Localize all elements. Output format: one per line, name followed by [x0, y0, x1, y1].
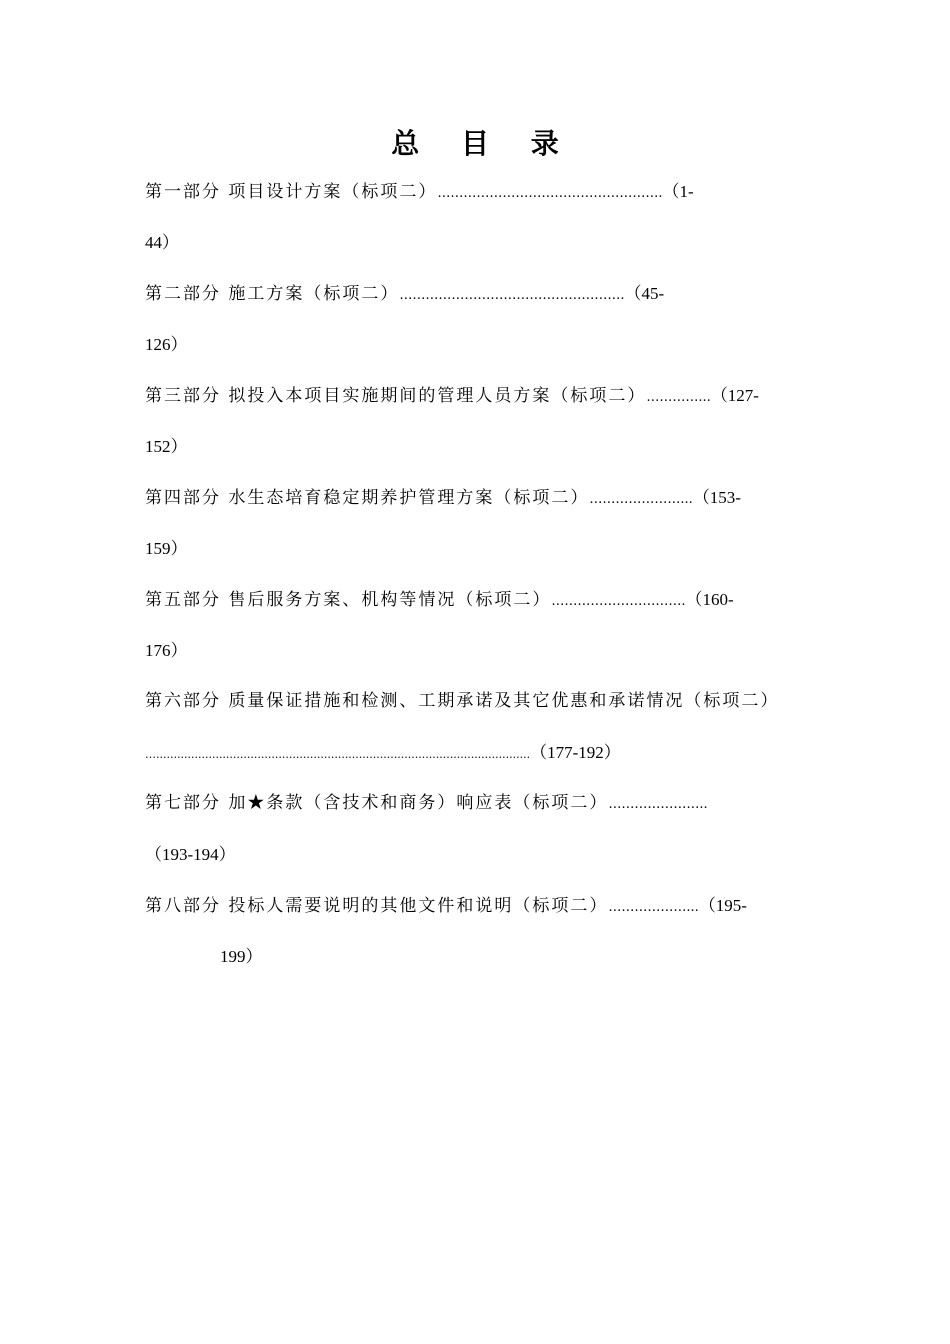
toc-page-start: （1-: [662, 182, 694, 201]
toc-entry-3: [145, 370, 825, 421]
toc-entry-label: 第五部分 售后服务方案、机构等情况（标项二）: [145, 590, 552, 610]
table-of-contents: [145, 166, 825, 982]
toc-entry-label: 第七部分 加★条款（含技术和商务）响应表（标项二）: [145, 793, 609, 813]
toc-page-start: （153-: [692, 488, 741, 507]
toc-leader-dots: ………………...: [608, 900, 699, 915]
toc-entry-5: [145, 574, 825, 625]
toc-entry-4: [145, 472, 825, 523]
toc-entry-3-page-end: 152）: [145, 437, 188, 456]
toc-entry-8: [145, 880, 825, 931]
toc-leader-dots: …………………………………………….: [437, 186, 663, 201]
toc-leader-dots: …………………………………………….: [399, 288, 625, 303]
toc-entry-label: 第四部分 水生态培育稳定期养护管理方案（标项二）: [145, 488, 590, 508]
toc-entry-label: 第六部分 质量保证措施和检测、工期承诺及其它优惠和承诺情况（标项二）: [145, 691, 780, 711]
page-title: 总 目 录: [391, 127, 575, 160]
toc-entry-1: [145, 166, 825, 217]
toc-entry-label: 第三部分 拟投入本项目实施期间的管理人员方案（标项二）: [145, 386, 647, 406]
toc-entry-1-page-end: 44）: [145, 233, 179, 252]
toc-entry-7-page-end: （193-194）: [145, 845, 236, 864]
toc-entry-2: [145, 268, 825, 319]
toc-entry-7: [145, 778, 825, 829]
toc-page-start: （195-: [698, 896, 747, 915]
toc-leader-dots: …………………..: [608, 797, 708, 812]
toc-page-start: （177-192）: [530, 743, 621, 762]
toc-entry-8-page-end: 199）: [220, 947, 263, 966]
toc-page-start: （45-: [624, 284, 665, 303]
toc-leader-dots: ………………………….: [551, 594, 686, 609]
toc-entry-2-page-end: 126）: [145, 335, 188, 354]
toc-page-start: （127-: [710, 386, 759, 405]
toc-entry-label: 第八部分 投标人需要说明的其他文件和说明（标项二）: [145, 896, 609, 916]
toc-entry-label: 第一部分 项目设计方案（标项二）: [145, 182, 438, 202]
toc-entry-5-page-end: 176）: [145, 641, 188, 660]
toc-leader-dots: …...........................................................................................................: [145, 748, 531, 761]
toc-leader-dots: …………...: [646, 390, 711, 405]
toc-page-start: （160-: [685, 590, 734, 609]
toc-entry-4-page-end: 159）: [145, 539, 188, 558]
toc-entry-6-leader-line: [145, 727, 825, 778]
toc-leader-dots: …………………...: [589, 492, 693, 507]
toc-entry-label: 第二部分 施工方案（标项二）: [145, 284, 400, 304]
toc-entry-6: [145, 676, 825, 727]
